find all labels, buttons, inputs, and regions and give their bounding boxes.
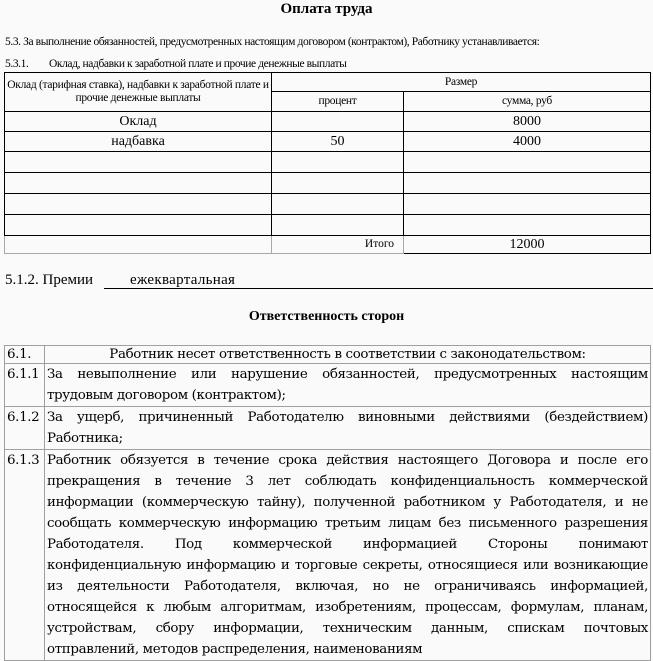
total-row [5, 236, 651, 254]
sum-cell [404, 215, 651, 236]
table-row [5, 112, 651, 132]
payment-name-cell [5, 173, 272, 194]
clause-number: 5.3.1. [5, 58, 29, 70]
sum-cell: 8000 [404, 112, 651, 132]
sum-cell [404, 152, 651, 173]
header-payment-type: Оклад (тарифная ставка), надбавки к заработной плате и прочие денежные выплаты [5, 73, 272, 112]
table-row [5, 215, 651, 236]
section-title-payment: Оплата труда [280, 1, 373, 17]
table-row [5, 364, 651, 407]
payment-name-cell [5, 194, 272, 215]
clause-text: За ущерб, причиненный Работодателю виновными действиями (бездействием) Работника; [45, 407, 651, 450]
section-title-responsibility: Ответственность сторон [248, 309, 405, 324]
header-percent: процент [272, 92, 404, 112]
total-empty-cell [5, 236, 272, 254]
percent-cell [272, 194, 404, 215]
table-row [5, 132, 651, 152]
percent-cell: 50 [272, 132, 404, 152]
clause-number: 6.1. [5, 346, 45, 364]
table-row [5, 346, 651, 364]
percent-cell [272, 152, 404, 173]
percent-cell [272, 215, 404, 236]
premium-value: ежеквартальная [130, 272, 236, 288]
clause-5-1-2-label: 5.1.2. Премии [5, 272, 94, 288]
sum-cell: 4000 [404, 132, 651, 152]
clause-text: Работник обязуется в течение срока действия настоящего Договора и после его прекращения в течение 3 лет соблюдать конфиденциальность коммерческой информации (коммерческую тайну), полученной работником у Работодателя, и не сообщать коммерческую информацию третьим лицам без письменного разрешения Работодателя. Под коммерческой информацией Стороны понимают конфиденциальную информацию и торговые секреты, относящиеся или возникающие из деятельности Работодателя, включая, но не ограничиваясь информацией, относящейся к любым алгоритмам, изобретениям, процессам, формулам, планам, устройствам, сбору информации, техническим данным, спискам почтовых отправлений, методов распределения, наименованиям [45, 450, 651, 661]
total-value: 12000 [404, 236, 651, 254]
clause-number: 6.1.3 [5, 450, 45, 661]
payment-name-cell [5, 215, 272, 236]
clause-5-3: 5.3. За выполнение обязанностей, предусмотренных настоящим договором (контрактом), Работнику устанавливается: [5, 36, 540, 48]
table-row [5, 407, 651, 450]
clause-number: 6.1.2 [5, 407, 45, 450]
table-row [5, 194, 651, 215]
table-row [5, 173, 651, 194]
pay-table-header-row [5, 73, 651, 92]
clause-text: Работник несет ответственность в соответствии с законодательством: [45, 346, 651, 364]
pay-table [4, 72, 651, 254]
clause-text: Оклад, надбавки к заработной плате и прочие денежные выплаты [49, 58, 347, 70]
percent-cell [272, 173, 404, 194]
total-label: Итого [272, 236, 404, 254]
sum-cell [404, 194, 651, 215]
payment-name-cell [5, 152, 272, 173]
clause-text: За невыполнение или нарушение обязанностей, предусмотренных настоящим трудовым договором (контрактом); [45, 364, 651, 407]
responsibility-table [4, 345, 651, 661]
clause-5-3-1 [5, 58, 346, 70]
payment-name-cell: Оклад [5, 112, 272, 132]
header-sum: сумма, руб [404, 92, 651, 112]
percent-cell [272, 112, 404, 132]
clause-number: 6.1.1 [5, 364, 45, 407]
header-size: Размер [272, 73, 651, 92]
sum-cell [404, 173, 651, 194]
payment-name-cell: надбавка [5, 132, 272, 152]
table-row [5, 450, 651, 661]
table-row [5, 152, 651, 173]
